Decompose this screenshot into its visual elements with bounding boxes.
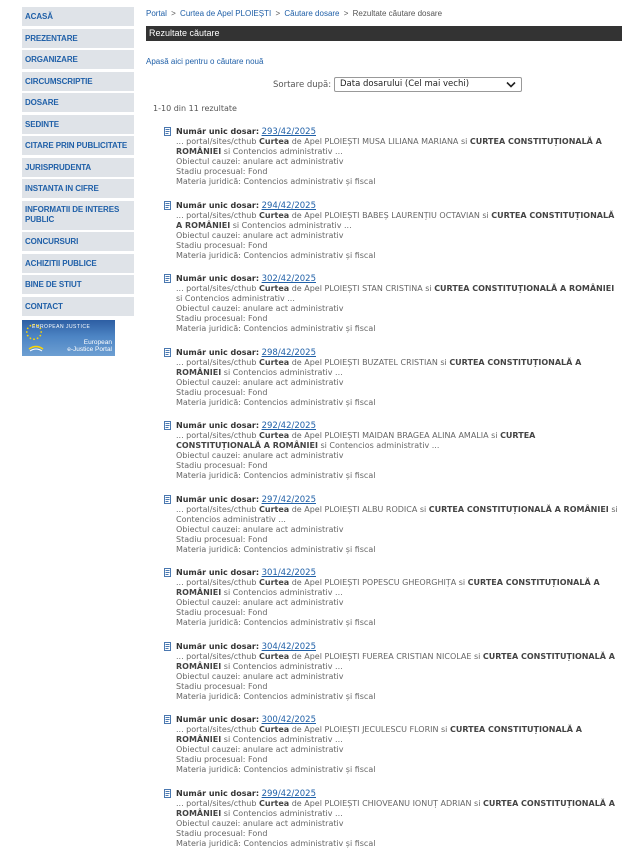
result-matter: Materia juridică: Contencios administrativ și fiscal — [176, 618, 376, 627]
chevron-down-icon — [506, 80, 516, 89]
result-stage: Stadiu procesual: Fond — [176, 167, 268, 176]
nav-item-concursuri[interactable]: CONCURSURI — [22, 232, 134, 251]
result-snippet: ... portal/sites/cthub Curtea de Apel PLOIEȘTI JECULESCU FLORIN si CURTEA CONSTITUȚIONALĂ A ROMÂNIEI si Contencios administrativ ... — [176, 725, 582, 744]
case-number-label: Număr unic dosar: — [176, 421, 260, 430]
ejustice-name-line1: European — [83, 338, 112, 346]
result-matter: Materia juridică: Contencios administrativ și fiscal — [176, 250, 376, 260]
case-number-link[interactable]: 297/42/2025 — [261, 494, 316, 505]
nav-item-circumscriptie[interactable]: CIRCUMSCRIPTIE — [22, 72, 134, 91]
nav-item-contact[interactable]: CONTACT — [22, 297, 134, 316]
case-number-label: Număr unic dosar: — [176, 788, 260, 798]
result-stage: Stadiu procesual: Fond — [176, 681, 268, 691]
result-matter: Materia juridică: Contencios administrativ și fiscal — [176, 765, 376, 774]
result-stage: Stadiu procesual: Fond — [176, 314, 268, 323]
result-object: Obiectul cauzei: anulare act administrativ — [176, 671, 344, 681]
result-stage: Stadiu procesual: Fond — [176, 608, 268, 617]
breadcrumb-separator: > — [343, 9, 349, 18]
result-matter: Materia juridică: Contencios administrativ și fiscal — [176, 177, 376, 186]
list-item — [146, 789, 622, 857]
nav-item-dosare[interactable]: DOSARE — [22, 93, 134, 112]
breadcrumb-search[interactable]: Căutare dosare — [284, 9, 340, 18]
document-icon — [164, 568, 171, 577]
breadcrumb-current: Rezultate căutare dosare — [352, 9, 443, 18]
case-number-link[interactable]: 302/42/2025 — [261, 274, 316, 284]
case-number-link[interactable]: 293/42/2025 — [261, 127, 316, 137]
nav-item-bine-de-stiut[interactable]: BINE DE STIUT — [22, 275, 134, 294]
sort-row — [146, 77, 622, 93]
nav-item-instanta-in-cifre[interactable]: INSTANTA IN CIFRE — [22, 179, 134, 198]
case-number-link[interactable]: 301/42/2025 — [261, 568, 316, 578]
result-snippet: ... portal/sites/cthub Curtea de Apel PLOIEȘTI POPESCU GHEORGHIȚA si CURTEA CONSTITUȚIONALĂ A ROMÂNIEI si Contencios administrativ ... — [176, 578, 600, 597]
sidebar-nav — [22, 7, 134, 356]
result-object: Obiectul cauzei: anulare act administrativ — [176, 598, 344, 607]
breadcrumb-court[interactable]: Curtea de Apel PLOIEȘTI — [180, 9, 272, 18]
nav-item-prezentare[interactable]: PREZENTARE — [22, 29, 134, 48]
main-content — [146, 7, 622, 857]
result-object: Obiectul cauzei: anulare act administrativ — [176, 230, 344, 240]
nav-item-citare[interactable]: CITARE PRIN PUBLICITATE — [22, 136, 134, 155]
list-item — [146, 127, 622, 201]
document-icon — [164, 127, 171, 136]
breadcrumb — [146, 7, 622, 21]
result-snippet: ... portal/sites/cthub Curtea de Apel PLOIEȘTI CHIOVEANU IONUȚ ADRIAN si CURTEA CONSTITUȚIONALĂ A ROMÂNIEI si Contencios administrativ ... — [176, 798, 615, 818]
breadcrumb-portal[interactable]: Portal — [146, 9, 167, 18]
result-object: Obiectul cauzei: anulare act administrativ — [176, 157, 344, 166]
list-item — [146, 274, 622, 348]
result-object: Obiectul cauzei: anulare act administrativ — [176, 818, 344, 828]
breadcrumb-separator: > — [275, 9, 281, 18]
result-matter: Materia juridică: Contencios administrativ și fiscal — [176, 544, 376, 554]
case-number-label: Număr unic dosar: — [176, 200, 260, 210]
result-object: Obiectul cauzei: anulare act administrativ — [176, 304, 344, 313]
result-snippet: ... portal/sites/cthub Curtea de Apel PLOIEȘTI MAIDAN BRAGEA ALINA AMALIA si CURTEA CONSTITUȚIONALĂ A ROMÂNIEI si Contencios administrativ ... — [176, 431, 536, 450]
list-item — [146, 348, 622, 422]
list-item — [146, 568, 622, 642]
result-matter: Materia juridică: Contencios administrativ și fiscal — [176, 324, 376, 333]
nav-item-achizitii-publice[interactable]: ACHIZITII PUBLICE — [22, 254, 134, 273]
document-icon — [164, 201, 171, 210]
case-number-label: Număr unic dosar: — [176, 127, 260, 136]
result-object: Obiectul cauzei: anulare act administrativ — [176, 377, 344, 387]
ejustice-logo-text: EUROPEAN JUSTICE — [32, 323, 91, 330]
result-stage: Stadiu procesual: Fond — [176, 240, 268, 250]
nav-item-acasa[interactable]: ACASĂ — [22, 7, 134, 26]
list-item — [146, 715, 622, 789]
case-number-label: Număr unic dosar: — [176, 347, 260, 357]
breadcrumb-separator: > — [171, 9, 176, 18]
new-search-link[interactable]: Apasă aici pentru o căutare nouă — [146, 57, 264, 66]
result-snippet: ... portal/sites/cthub Curtea de Apel PLOIEȘTI BUZATEL CRISTIAN si CURTEA CONSTITUȚIONALĂ A ROMÂNIEI si Contencios administrativ ... — [176, 357, 582, 377]
nav-item-informatii-interes-public[interactable]: INFORMATII DE INTERES PUBLIC — [22, 201, 134, 230]
scales-icon — [28, 343, 44, 352]
document-icon — [164, 274, 171, 283]
case-number-label: Număr unic dosar: — [176, 715, 260, 724]
result-object: Obiectul cauzei: anulare act administrativ — [176, 524, 344, 534]
result-stage: Stadiu procesual: Fond — [176, 828, 268, 838]
case-number-link[interactable]: 292/42/2025 — [261, 421, 316, 431]
document-icon — [164, 495, 171, 504]
case-number-link[interactable]: 299/42/2025 — [261, 788, 316, 799]
result-matter: Materia juridică: Contencios administrativ și fiscal — [176, 838, 376, 848]
sort-select[interactable] — [334, 77, 522, 92]
result-object: Obiectul cauzei: anulare act administrativ — [176, 451, 344, 460]
list-item — [146, 495, 622, 569]
list-item — [146, 421, 622, 495]
result-stage: Stadiu procesual: Fond — [176, 387, 268, 397]
nav-item-organizare[interactable]: ORGANIZARE — [22, 50, 134, 69]
sort-selected-value: Data dosarului (Cel mai vechi) — [340, 79, 470, 89]
document-icon — [164, 421, 171, 430]
result-matter: Materia juridică: Contencios administrativ și fiscal — [176, 397, 376, 407]
list-item — [146, 642, 622, 716]
case-number-link[interactable]: 304/42/2025 — [261, 641, 316, 652]
result-matter: Materia juridică: Contencios administrativ și fiscal — [176, 471, 376, 480]
document-icon — [164, 642, 171, 651]
result-snippet: ... portal/sites/cthub Curtea de Apel PLOIEȘTI ALBU RODICA si CURTEA CONSTITUȚIONALĂ A ROMÂNIEI si Contencios administrativ ... — [176, 504, 618, 524]
document-icon — [164, 348, 171, 357]
case-number-link[interactable]: 298/42/2025 — [261, 347, 316, 358]
result-stage: Stadiu procesual: Fond — [176, 461, 268, 470]
case-number-label: Număr unic dosar: — [176, 641, 260, 651]
list-item — [146, 201, 622, 275]
result-object: Obiectul cauzei: anulare act administrativ — [176, 745, 344, 754]
case-number-label: Număr unic dosar: — [176, 494, 260, 504]
ejustice-portal-name — [67, 339, 112, 353]
nav-item-sedinte[interactable]: SEDINTE — [22, 115, 134, 134]
case-number-label: Număr unic dosar: — [176, 568, 260, 577]
nav-item-jurisprudenta[interactable]: JURISPRUDENTA — [22, 158, 134, 177]
result-matter: Materia juridică: Contencios administrativ și fiscal — [176, 691, 376, 701]
document-icon — [164, 789, 171, 798]
document-icon — [164, 715, 171, 724]
case-number-link[interactable]: 300/42/2025 — [261, 715, 316, 725]
case-number-label: Număr unic dosar: — [176, 274, 260, 283]
result-snippet: ... portal/sites/cthub Curtea de Apel PLOIEȘTI STAN CRISTINA si CURTEA CONSTITUȚIONALĂ A ROMÂNIEI si Contencios administrativ ... — [176, 284, 615, 303]
result-count: 1-10 din 11 rezultate — [153, 104, 237, 113]
sort-label: Sortare după: — [273, 80, 332, 90]
page-title: Rezultate căutare — [146, 26, 622, 41]
ejustice-name-line2: e-Justice Portal — [67, 345, 112, 353]
result-snippet: ... portal/sites/cthub Curtea de Apel PLOIEȘTI BABEȘ LAURENȚIU OCTAVIAN si CURTEA CONSTITUȚIONALĂ A ROMÂNIEI si Contencios administrativ ... — [176, 210, 615, 230]
result-stage: Stadiu procesual: Fond — [176, 755, 268, 764]
result-snippet: ... portal/sites/cthub Curtea de Apel PLOIEȘTI MUSA LILIANA MARIANA si CURTEA CONSTITUȚIONALĂ A ROMÂNIEI si Contencios administrativ ... — [176, 137, 602, 156]
result-snippet: ... portal/sites/cthub Curtea de Apel PLOIEȘTI FUEREA CRISTIAN NICOLAE si CURTEA CONSTITUȚIONALĂ A ROMÂNIEI si Contencios administrativ ... — [176, 651, 615, 671]
case-number-link[interactable]: 294/42/2025 — [261, 200, 316, 211]
results-list — [146, 127, 622, 857]
result-stage: Stadiu procesual: Fond — [176, 534, 268, 544]
ejustice-portal-banner[interactable] — [22, 320, 115, 356]
